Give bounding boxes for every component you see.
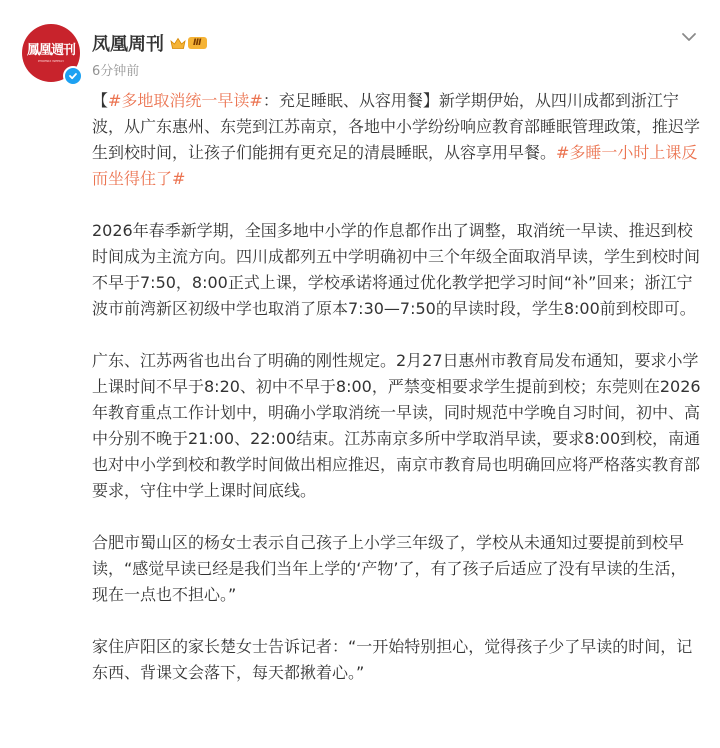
hashtag-link[interactable]: #多地取消统一早读# bbox=[108, 91, 263, 110]
verified-check-icon bbox=[63, 66, 83, 86]
paragraph: 2026年春季新学期，全国多地中小学的作息都作出了调整，取消统一早读、推迟到校时间成为主流方向。四川成都列五中学明确初中三个年级全面取消早读，学生到校时间不早于7:50，8:00正式上课，学校承诺将通过优化教学把学习时间“补”回来；浙江宁波市前湾新区初级中学也取消了原本7:30—7:50的早读时段，学生8:00前到校即可。 bbox=[92, 221, 701, 318]
paragraph: 合肥市蜀山区的杨女士表示自己孩子上小学三年级了，学校从未通知过要提前到校早读，“感觉早读已经是我们当年上学的‘产物’了，有了孩子后适应了没有早读的生活，现在一点也不担心。” bbox=[92, 533, 687, 604]
paragraph: 家住庐阳区的家长楚女士告诉记者：“一开始特别担心，觉得孩子少了早读的时间，记东西、背课文会落下，每天都揪着心。” bbox=[92, 637, 693, 682]
member-badge[interactable] bbox=[170, 37, 207, 50]
paragraph-intro bbox=[92, 88, 702, 192]
crown-icon bbox=[170, 37, 186, 50]
post-content bbox=[92, 88, 702, 712]
avatar-logo-subtext: PHOENIX WEEKLY bbox=[37, 58, 65, 63]
author-row bbox=[92, 30, 207, 56]
chevron-down-icon[interactable] bbox=[680, 28, 698, 40]
bracket-open: 【 bbox=[92, 91, 109, 110]
intro-text: ：充足睡眠、从容用餐】新学期伊始，从四川成都到浙江宁波，从广东惠州、东莞到江苏南京，各地中小学纷纷响应教育部睡眠管理政策，推迟学生到校时间，让孩子们能拥有更充足的清晨睡眠，从容享用早餐。 bbox=[92, 91, 701, 162]
post-time[interactable]: 6分钟前 bbox=[92, 64, 140, 79]
author-name[interactable]: 凤凰周刊 bbox=[92, 34, 164, 55]
paragraph: 广东、江苏两省也出台了明确的刚性规定。2月27日惠州市教育局发布通知，要求小学上课时间不早于8:20、初中不早于8:00，严禁变相要求学生提前到校；东莞则在2026年教育重点工作计划中，明确小学取消统一早读，同时规范中学晚自习时间，初中、高中分别不晚于21:00、22:00结束。江苏南京多所中学取消早读，要求8:00到校，南通也对中小学到校和教学时间做出相应推迟，南京市教育局也明确回应将严格落实教育部要求，守住中学上课时间底线。 bbox=[92, 351, 701, 500]
hashtag-link[interactable]: #多睡一小时上课反而坐得住了# bbox=[92, 143, 698, 188]
level-badge: Ⅲ bbox=[188, 37, 207, 49]
avatar-logo-text: 鳳凰週刊 bbox=[26, 42, 75, 58]
